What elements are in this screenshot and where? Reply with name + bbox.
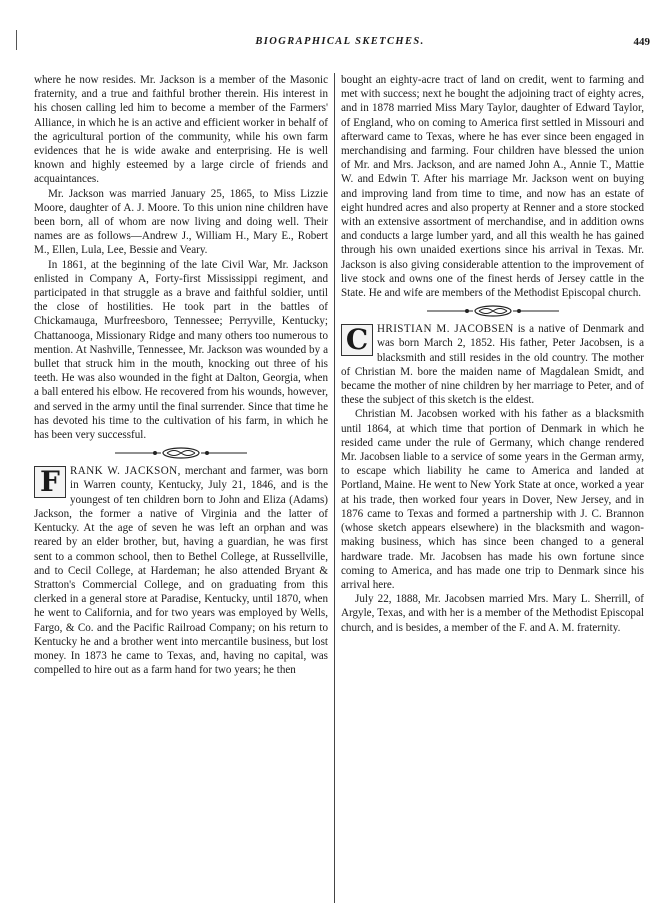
right-column [341, 73, 644, 903]
paragraph: bought an eighty-acre tract of land on credit, went to farming and met with success; next he bought the adjoining tract of eighty acres, and in 1878 married Miss Mary Taylor, daughter of Edward Taylor, of England, who on coming to America first settled in Missouri and afterward came to Texas, where he has ever since been engaged in merchandising and farming. Four children have blessed the union of Mr. and Mrs. Jackson, and are named John A., Annie T., Mattie W. and Edwin T. After his marriage Mr. Jackson went on buying and improving land from time to time, and now has an estate of eight hundred acres and also property at Renner and a store stocked with an extensive assortment of merchandise, and in addition owns and conducts a large lumber yard, and all this wealth he has gained through his own unaided exertions since his arrival in Texas. Mr. Jackson is also giving considerable attention to the improvement of live stock and owns one of the finest herds of Jersey cattle in the State. He and wife are members of the Methodist Episcopal church. [341, 74, 644, 300]
sketch-text: is a native of Denmark and was born March 2, 1852. His father, Peter Jacobsen, is a blacksmith and still resides in the old country. The mother of Christian M. bore the maiden name of Magdalean Smidt, and became the mother of nine children by her marriage to Peter, and of these the subject of this sketch is the eldest. [341, 323, 644, 407]
sketch-frank-jackson [34, 464, 328, 677]
paragraph: In 1861, at the beginning of the late Civil War, Mr. Jackson enlisted in Company A, Forty-first Mississippi regiment, and participated in that struggle as a brave and faithful soldier, until the close of hostilities. He took part in the battles of Chickamauga, Murfreesboro, Tennessee; Perryville, Kentucky; Chattanooga, Missionary Ridge and many others too numerous to mention. At Nashville, Tennessee, Mr. Jackson was wounded by a bullet that struck him in the mouth, knocking out three of his teeth. He was also wounded in the fight at Dalton, Georgia, when a ball entered his elbow. He recovered from his wounds, however, and served in the army until the final surrender. Since that time he has devoted his time to the cultivation of his farm, in which he has been very successful. [34, 258, 328, 442]
drop-cap: C [341, 324, 373, 356]
sketch-christian-jacobsen [341, 322, 644, 407]
sketch-text: merchant and farmer, was born in Warren county, Kentucky, July 21, 1846, and is the youngest of ten children born to John and Eliza (Adams) Jackson, the former a native of Virginia and the latter of Kentucky. At the age of seven he was left an orphan and was reared by an elder brother, but, having a guardian, he was first sent to a common school, then to Bethel College, at Russellville, and to Cecil College, at Hardeman; he also attended Bryant & Stratton's Commercial College, and on graduating from this clerked in a general store at Paradise, Kentucky, until 1870, when he went to California, and for two years was employed by Wells, Fargo, & Co. and the Pacific Railroad Company; on his return to Kentucky he and a brother went into mercantile business, but lost money. In 1873 he came to Texas, and, having no capital, was compelled to hire out as a farm hand for two years; he then [34, 465, 328, 677]
ornament-icon [111, 447, 251, 459]
drop-cap: F [34, 466, 66, 498]
paragraph: Mr. Jackson was married January 25, 1865, to Miss Lizzie Moore, daughter of A. J. Moore. To this union nine children have been born, all of whom are now living and doing well. Their names are as follows—Andrew J., William H., Mary E., Robert M., Ellen, Lula, Lee, Bessie and Veary. [34, 187, 328, 257]
section-ornament [341, 305, 644, 317]
left-column [34, 73, 328, 903]
running-header [28, 36, 652, 52]
running-title: BIOGRAPHICAL SKETCHES. [255, 36, 425, 47]
subject-name: RANK W. JACKSON, [70, 465, 181, 478]
section-ornament [34, 447, 328, 459]
column-divider [334, 73, 335, 903]
subject-name: HRISTIAN M. JACOBSEN [377, 323, 514, 336]
ornament-icon [423, 305, 563, 317]
margin-mark [16, 30, 17, 50]
paragraph: where he now resides. Mr. Jackson is a member of the Masonic fraternity, and a true and faithful brother therein. His interest in his chosen calling led him to become a member of the Farmers' Alliance, in which he is an active and efficient worker in behalf of the agricultural portion of the community, while his own farm evidences that he is wide awake and enterprising. He is well known and highly esteemed by a large circle of friends and acquaintances. [34, 74, 328, 186]
paragraph: Christian M. Jacobsen worked with his father as a blacksmith until 1864, at which time that portion of Denmark in which he resided came under the rule of Germany, which change rendered Mr. Jacobsen liable to a service of some years in the German army, to escape which liability he came to America and landed at Portland, Maine. He went to New York State at once, worked a year at his trade, then worked four years in Dover, New Jersey, and in 1876 came to Texas and formed a partnership with J. C. Brannon (whose sketch appears elsewhere) in the blacksmith and wagon-making business, which has since been changed to a general hardware trade. Mr. Jacobsen has made his own fortune since coming to America, and has made one trip to Denmark since his arrival here. [341, 408, 644, 591]
paragraph: July 22, 1888, Mr. Jacobsen married Mrs. Mary L. Sherrill, of Argyle, Texas, and with her is a member of the Methodist Episcopal church, and is besides, a member of the F. and A. M. fraternity. [341, 593, 644, 634]
page-number: 449 [633, 36, 650, 48]
